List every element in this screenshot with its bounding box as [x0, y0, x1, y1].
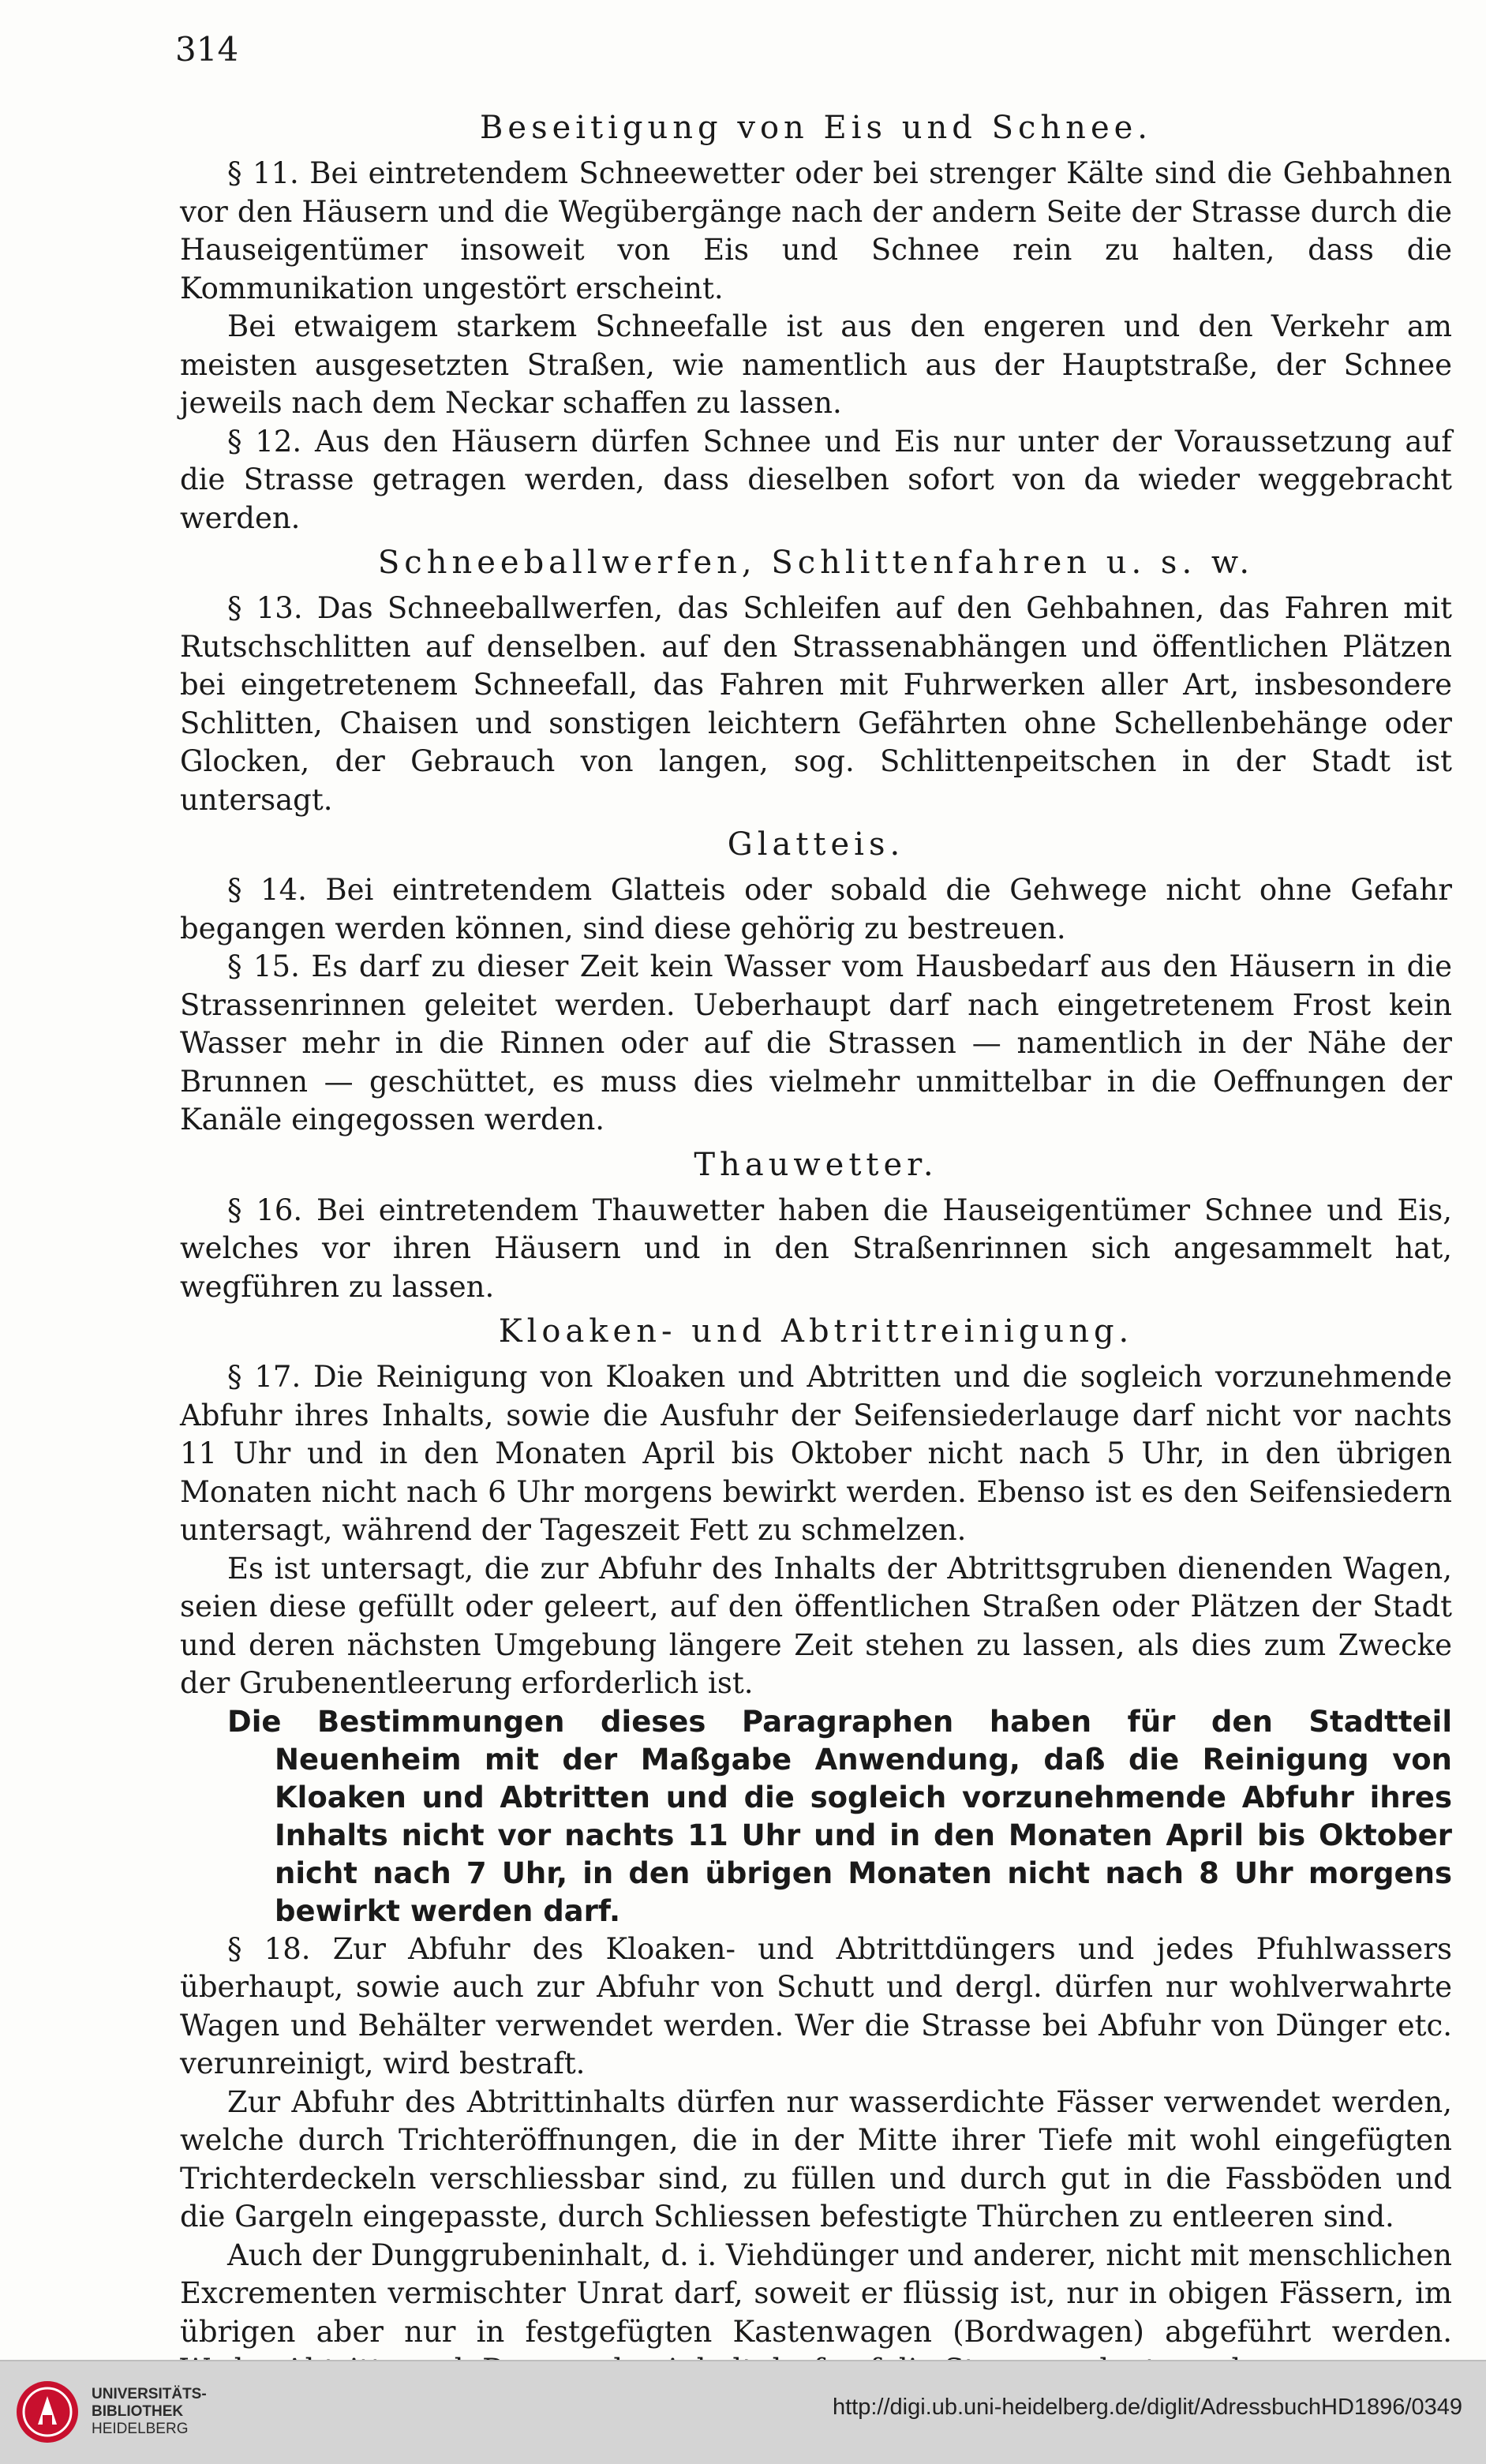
paragraph-17-cont: Es ist untersagt, die zur Abfuhr des Inhalts der Abtrittsgruben dienenden Wagen, seien diese gefüllt oder geleert, auf den öffentlichen Straßen oder Plätzen der Stadt und deren nächsten Umgebung längere Zeit stehen zu lassen, als dies zum Zwecke der Grubenentleerung erforderlich ist. — [180, 1551, 1452, 1700]
page-content — [180, 103, 1452, 2390]
paragraph-17: § 17. Die Reinigung von Kloaken und Abtritten und die sogleich vorzunehmende Abfuhr ihres Inhalts, sowie die Ausfuhr der Seifensiederlauge darf nicht vor nachts 11 Uhr und in den Monaten April bis Oktober nicht nach 5 Uhr, in den übrigen Monaten nicht nach 6 Uhr morgens bewirkt werden. Ebenso ist es den Seifensiedern untersagt, während der Tageszeit Fett zu schmelzen. — [180, 1360, 1452, 1547]
source-url-link[interactable]: http://digi.ub.uni-heidelberg.de/diglit/AdressbuchHD1896/0349 — [832, 2395, 1462, 2420]
heading-thauwetter: Thauwetter. — [694, 1146, 938, 1183]
paragraph-18-end: Auch der Dunggrubeninhalt, d. i. Viehdünger und anderer, nicht mit menschlichen Excrementen vermischter Unrat darf, soweit er flüssig ist, nur in obigen Fässern, im übrigen aber nur in festgefügten Kastenwagen (Bordwagen) abgeführt werden. — [180, 2237, 1452, 2349]
library-name — [92, 2386, 207, 2438]
paragraph-13: § 13. Das Schneeballwerfen, das Schleifen auf den Gehbahnen, das Fahren mit Rutschschlitten auf denselben. auf den Strassenabhängen und öffentlichen Plätzen bei eingetretenem Schneefall, das Fahren mit Fuhrwerken aller Art, insbesondere Schlitten, Chaisen und sonstigen leichtern Gefährten ohne Schellenbehänge oder Glocken, der Gebrauch von langen, sog. Schlittenpeitschen in der Stadt ist untersagt. — [180, 591, 1452, 817]
footer-bar — [0, 2360, 1486, 2464]
library-seal-icon — [14, 2379, 80, 2445]
library-name-line2: BIBLIOTHEK — [92, 2403, 184, 2420]
paragraph-14: § 14. Bei eintretendem Glatteis oder sobald die Gehwege nicht ohne Gefahr begangen werden können, sind diese gehörig zu bestreuen. — [180, 873, 1452, 946]
paragraph-11: § 11. Bei eintretendem Schneewetter oder bei strenger Kälte sind die Gehbahnen vor den Häusern und die Wegübergänge nach der andern Seite der Strasse durch die Hauseigentümer insoweit von Eis und Schnee rein zu halten, dass die Kommunikation ungestört erscheint. — [180, 156, 1452, 305]
paragraph-16: § 16. Bei eintretendem Thauwetter haben die Hauseigentümer Schnee und Eis, welches vor ihren Häusern und in den Straßenrinnen sich angesammelt hat, wegführen zu lassen. — [180, 1193, 1452, 1304]
paragraph-18-cont: Zur Abfuhr des Abtrittinhalts dürfen nur wasserdichte Fässer verwendet werden, welche durch Trichteröffnungen, die in der Mitte ihrer Tiefe mit wohl eingefügten Trichterdeckeln verschliessbar sind, zu füllen und durch gut in die Fassböden und die Gargeln eingepasste, durch Schliessen befestigte Thürchen zu entleeren sind. — [180, 2084, 1452, 2234]
heading-eis-schnee: Beseitigung von Eis und Schnee. — [480, 110, 1152, 146]
paragraph-12: § 12. Aus den Häusern dürfen Schnee und Eis nur unter der Voraussetzung auf die Strasse getragen werden, dass dieselben sofort von da wieder weggebracht werden. — [180, 424, 1452, 535]
paragraph-15: § 15. Es darf zu dieser Zeit kein Wasser vom Hausbedarf aus den Häusern in die Strassenrinnen geleitet werden. Ueberhaupt darf nach eingetretenem Frost kein Wasser mehr in die Rinnen oder auf die Strassen — namentlich in der Nähe der Brunnen — geschüttet, es muss dies vielmehr unmittelbar in die Oeffnungen der Kanäle eingegossen werden. — [180, 949, 1452, 1137]
heading-kloaken: Kloaken- und Abtrittreinigung. — [498, 1313, 1134, 1350]
library-name-line3: HEIDELBERG — [92, 2421, 189, 2437]
paragraph-17-neuenheim: Die Bestimmungen dieses Paragraphen haben für den Stadtteil Neuenheim mit der Maßgabe Anwendung, daß die Reinigung von Kloaken und Abtritten und die sogleich vorzunehmende Abfuhr ihres Inhalts nicht vor nachts 11 Uhr und in den Monaten April bis Oktober nicht nach 7 Uhr, in den übrigen Monaten nicht nach 8 Uhr morgens bewirkt werden darf. — [227, 1704, 1452, 1928]
library-name-line1: UNIVERSITÄTS- — [92, 2386, 207, 2402]
paragraph-11-cont: Bei etwaigem starkem Schneefalle ist aus den engeren und den Verkehr am meisten ausgesetzten Straßen, wie namentlich aus der Hauptstraße, der Schnee jeweils nach dem Neckar schaffen zu lassen. — [180, 309, 1452, 420]
library-logo[interactable] — [14, 2379, 207, 2445]
heading-glatteis: Glatteis. — [727, 826, 905, 863]
paragraph-18: § 18. Zur Abfuhr des Kloaken- und Abtrittdüngers und jedes Pfuhlwassers überhaupt, sowie auch zur Abfuhr von Schutt und dergl. dürfen nur wohlverwahrte Wagen und Behälter verwendet werden. Wer die Strasse bei Abfuhr von Dünger etc. verunreinigt, wird bestraft. — [180, 1931, 1452, 2080]
heading-schneeballwerfen: Schneeballwerfen, Schlittenfahren u. s. w. — [377, 545, 1255, 581]
page-number: 314 — [175, 30, 239, 69]
